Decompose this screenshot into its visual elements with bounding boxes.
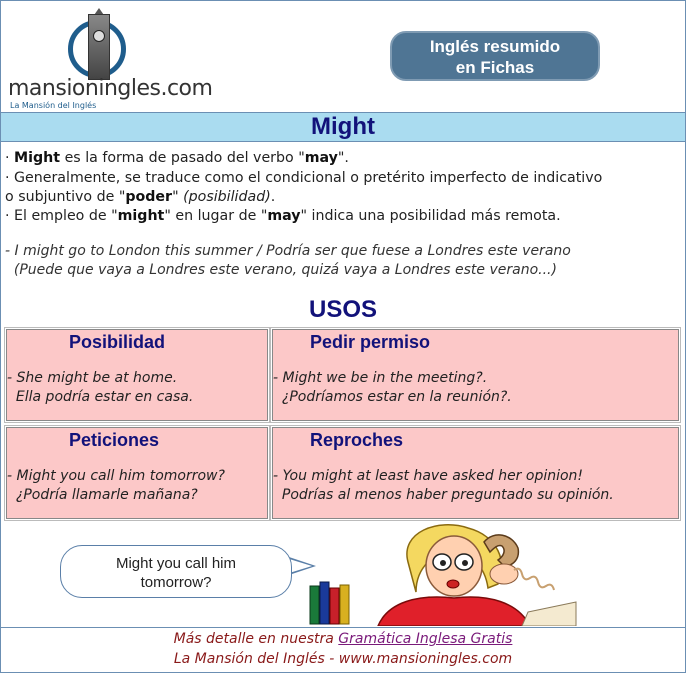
use-box-pedir-permiso	[272, 329, 679, 421]
footer-line-2: La Mansión del Inglés - www.mansioningles.com	[173, 651, 513, 667]
use-title: Posibilidad	[69, 332, 166, 352]
woman-on-phone-illustration	[308, 522, 578, 626]
book-icon	[320, 582, 329, 624]
bubble-line-2: tomorrow?	[140, 574, 212, 591]
use-example-en: - Might we be in the meeting?.	[273, 370, 488, 386]
use-example-es: ¿Podría llamarle mañana?	[7, 487, 198, 503]
term-may: may	[304, 150, 338, 166]
book-icon	[340, 585, 349, 624]
use-title: Reproches	[310, 430, 404, 450]
term-might-2: might	[117, 208, 165, 224]
badge-line-1: Inglés resumido	[429, 37, 561, 56]
papers-icon	[522, 602, 576, 626]
bubble-line-1: Might you call him	[115, 555, 237, 572]
use-example-es: Ella podría estar en casa.	[7, 389, 194, 405]
clock-icon	[93, 30, 105, 42]
page-title: Might	[1, 112, 685, 142]
example-line-1: - I might go to London this summer / Podría ser que fuese a Londres este verano	[5, 243, 571, 259]
use-example-es: ¿Podríamos estar en la reunión?.	[273, 389, 512, 405]
intro-line-3-start: o subjuntivo de "	[5, 189, 126, 205]
intro-line-4: · El empleo de "might" en lugar de "may" indica una posibilidad más remota.	[5, 208, 561, 224]
red-dress	[378, 597, 530, 626]
use-example-en: - She might be at home.	[7, 370, 178, 386]
use-box-peticiones	[6, 427, 268, 519]
speech-bubble	[60, 545, 292, 598]
intro-line-4-mid: " en lugar de "	[164, 208, 268, 224]
intro-line-3-end: .	[270, 189, 276, 205]
section-badge	[390, 31, 600, 81]
intro-line-1-text: es la forma de pasado del verbo "	[60, 150, 305, 166]
logo-subtitle: La Mansión del Inglés	[10, 101, 97, 110]
book-icon	[310, 586, 319, 624]
mouth	[447, 580, 459, 588]
intro-line-3	[5, 189, 275, 205]
intro-line-3-mid: "	[172, 189, 184, 205]
book-icon	[330, 588, 339, 624]
use-title: Peticiones	[69, 430, 160, 450]
site-logo[interactable]	[8, 6, 213, 110]
example-line-2: (Puede que vaya a Londres este verano, quizá vaya a Londres este verano...)	[5, 262, 557, 278]
footer-divider	[1, 627, 685, 628]
intro-line-2-text: Generalmente, se traduce como el condicional o pretérito imperfecto de indicativo	[14, 170, 603, 186]
use-example-en: - Might you call him tomorrow?	[7, 468, 225, 484]
hand	[490, 564, 518, 584]
logo-text: mansioningles.com	[8, 76, 213, 101]
grammar-link[interactable]: Gramática Inglesa Gratis	[338, 631, 513, 647]
intro-line-4-start: El empleo de "	[14, 208, 118, 224]
use-example-en: - You might at least have asked her opinion!	[273, 468, 584, 484]
badge-line-2: en Fichas	[455, 58, 535, 77]
use-title: Pedir permiso	[310, 332, 431, 352]
intro-line-4-end: " indica una posibilidad más remota.	[300, 208, 561, 224]
term-poder: poder	[125, 189, 173, 205]
intro-line-1: · Might es la forma de pasado del verbo "may".	[5, 150, 349, 166]
use-example-es: Podrías al menos haber preguntado su opinión.	[273, 487, 614, 503]
term-posibilidad: (posibilidad)	[183, 189, 271, 205]
footer-prefix: Más detalle en nuestra	[173, 631, 339, 647]
use-box-posibilidad	[6, 329, 268, 421]
use-box-reproches	[272, 427, 679, 519]
big-ben-icon	[88, 14, 110, 80]
intro-line-2: · Generalmente, se traduce como el condicional o pretérito imperfecto de indicativo	[5, 170, 603, 186]
intro-line-1-end: ".	[337, 150, 349, 166]
term-may-2: may	[267, 208, 301, 224]
term-might: Might	[14, 150, 61, 166]
usos-heading: USOS	[308, 296, 377, 323]
footer-line-1	[0, 631, 686, 647]
